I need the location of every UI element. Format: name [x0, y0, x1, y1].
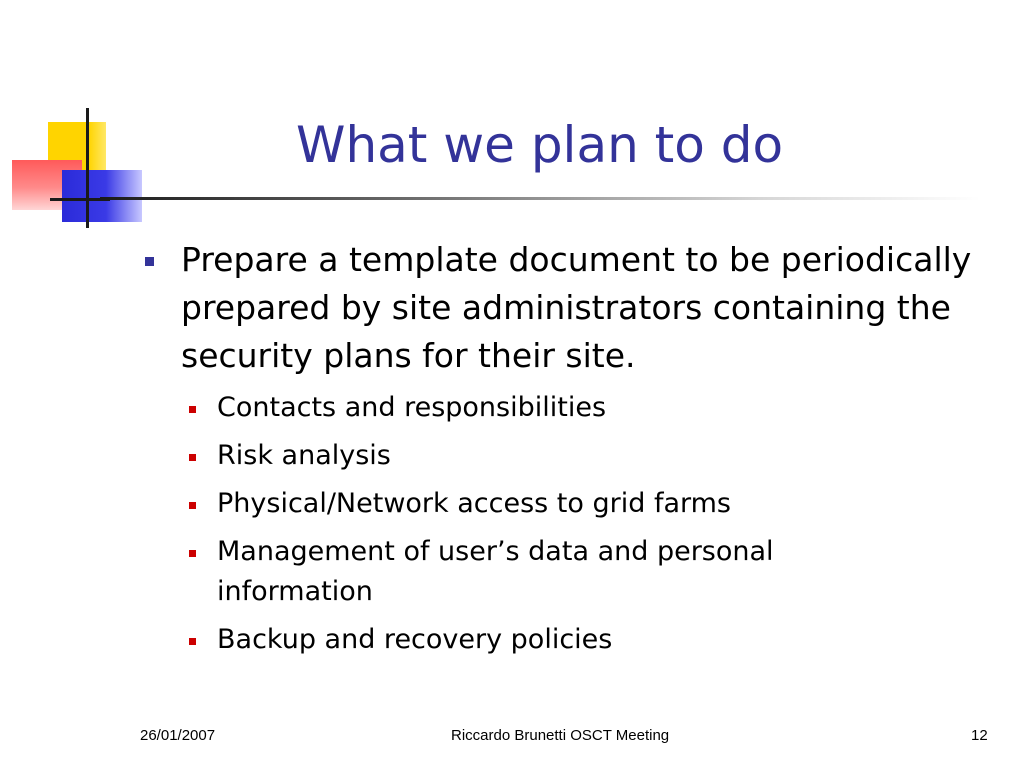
sub-bullet-text: Backup and recovery policies [217, 624, 613, 655]
square-bullet-icon [189, 550, 196, 557]
sub-bullet [181, 388, 930, 428]
title-underline [100, 197, 980, 200]
sub-bullet-text: Risk analysis [217, 440, 391, 471]
slide-content [145, 236, 975, 660]
footer-presenter: Riccardo Brunetti OSCT Meeting [451, 727, 670, 744]
bullet-text: Prepare a template document to be periodically prepared by site administrators containing the security plans for their site. [181, 240, 972, 375]
slide-number: 12 [971, 727, 988, 744]
sub-bullet [181, 484, 930, 524]
sub-bullet [181, 532, 930, 612]
square-bullet-icon [189, 638, 196, 645]
sub-bullet [181, 620, 930, 660]
logo-vertical-line [86, 108, 89, 228]
sub-bullet [181, 436, 930, 476]
square-bullet-icon [189, 454, 196, 461]
logo-blue-square [62, 170, 142, 222]
slide-title: What we plan to do [296, 116, 784, 174]
decorative-logo [0, 100, 150, 240]
sub-bullet-text: Management of user’s data and personal information [217, 536, 774, 607]
square-bullet-icon [189, 502, 196, 509]
square-bullet-icon [189, 406, 196, 413]
footer-date: 26/01/2007 [140, 727, 216, 744]
sub-bullet-text: Contacts and responsibilities [217, 392, 607, 423]
bullet-level1 [145, 236, 975, 380]
sub-bullet-list [100, 388, 930, 660]
sub-bullet-text: Physical/Network access to grid farms [217, 488, 732, 519]
square-bullet-icon [145, 257, 154, 266]
